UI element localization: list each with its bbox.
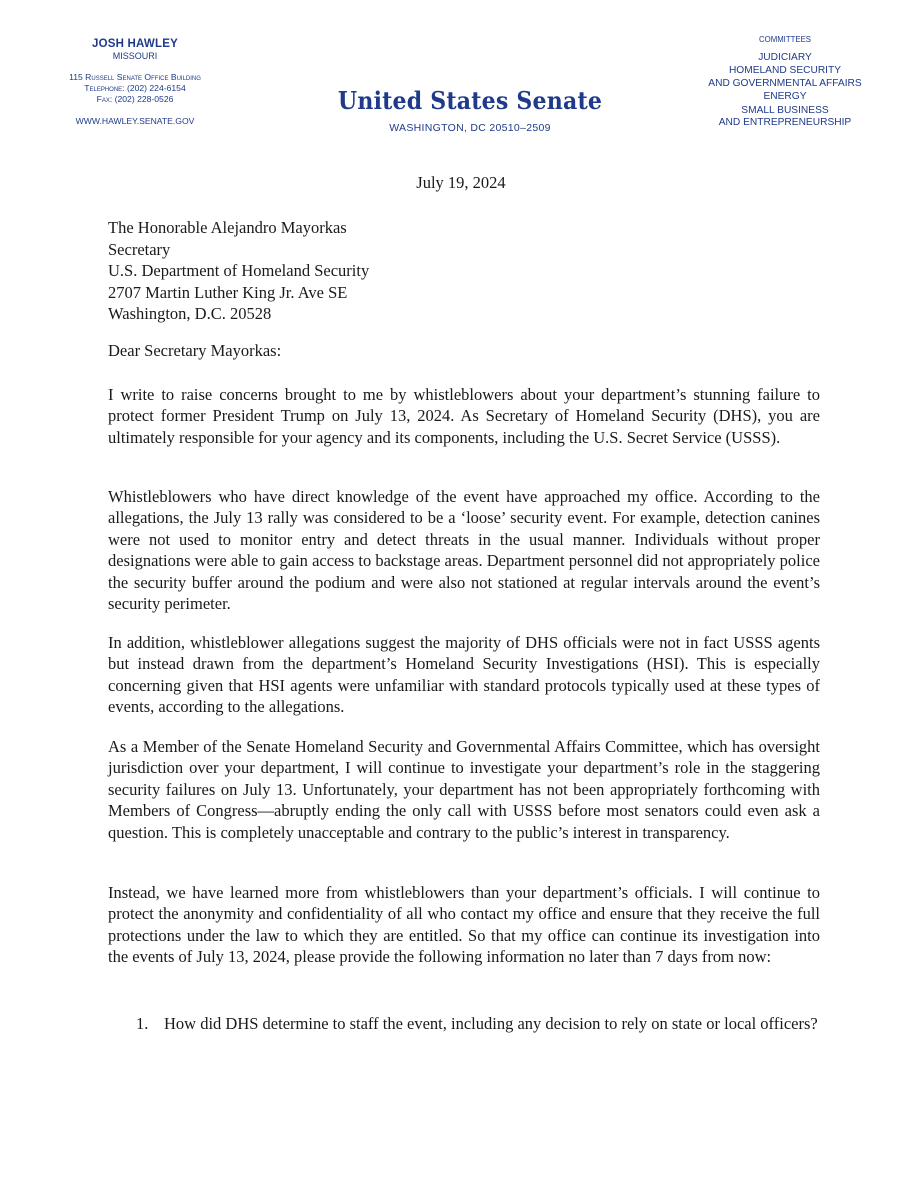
committee-item: HOMELAND SECURITY [728,65,842,76]
request-list [136,1013,820,1034]
body-paragraph: I write to raise concerns brought to me by whistleblowers about your department’s stunning failure to protect former President Trump on July 13, 2024. As Secretary of Homeland Security (DHS), you are ultimately responsible for your agency and its components, including the U.S. Secret Service (USSS). [108,385,820,447]
committee-item: SMALL BUSINESS [741,104,829,116]
list-item-text: How did DHS determine to staff the event, including any decision to rely on state or local officers? [164,1014,818,1033]
body-paragraph: As a Member of the Senate Homeland Security and Governmental Affairs Committee, which has oversight jurisdiction over your department, I will continue to investigate your department’s role in the staggering security failures on July 13. Unfortunately, your department has not been appropriately forthcoming with Members of Congress—abruptly ending the only call with USSS before most senators could even ask a question. This is completely unacceptable and contrary to the public’s interest in transparency. [108,737,820,842]
office-contact [40,72,230,105]
office-telephone: Telephone: (202) 224-6154 [84,83,186,93]
recipient-address [108,217,369,325]
salutation: Dear Secretary Mayorkas: [108,341,282,360]
senator-website: WWW.HAWLEY.SENATE.GOV [75,116,195,126]
recipient-line: 2707 Martin Luther King Jr. Ave SE [108,282,348,302]
body-paragraph: Instead, we have learned more from whistleblowers than your department’s officials. I will continue to protect the anonymity and confidentiality of all who contact my office and ensure that they receive the full protections under the law to which they are entitled. So that my office can continue its investigation into the events of July 13, 2024, please provide the following information no later than 7 days from now: [108,883,820,967]
committees-heading: COMMITTEES [759,35,811,44]
senator-name: JOSH HAWLEY [92,38,178,50]
list-item [136,1013,820,1034]
senate-title: United States Senate [337,86,603,115]
recipient-line: U.S. Department of Homeland Security [108,261,370,280]
senator-info-block [40,38,230,126]
office-address: 115 Russell Senate Office Building [69,72,201,82]
body-paragraph: In addition, whistleblower allegations suggest the majority of DHS officials were not in fact USSS agents but instead drawn from the department’s Homeland Security Investigations (HSI). This is especially concerning given that HSI agents were unfamiliar with standard protocols typically used at these types of events, according to the allegations. [108,633,820,717]
committee-item: JUDICIARY [758,51,812,63]
body-paragraph: Whistleblowers who have direct knowledge of the event have approached my office. According to the allegations, the July 13 rally was considered to be a ‘loose’ security event. For example, detection canines were not used to monitor entry and detect threats in the usual manner. Individuals without proper designations were able to gain access to backstage areas. Department personnel did not appropriately police the security buffer around the podium and were also not stationed at regular intervals around the event’s security perimeter. [108,487,820,614]
committee-item: AND GOVERNMENTAL AFFAIRS [708,77,862,89]
letter-date: July 19, 2024 [416,173,506,192]
senate-city: WASHINGTON, DC 20510–2509 [389,122,551,134]
committees-block [690,34,880,130]
senate-masthead [320,86,620,134]
recipient-line: Washington, D.C. 20528 [108,304,272,323]
office-fax: Fax: (202) 228-0526 [96,94,174,104]
recipient-line: The Honorable Alejandro Mayorkas [108,218,347,237]
committee-item: AND ENTREPRENEURSHIP [718,117,852,128]
senator-state: MISSOURI [112,51,158,61]
recipient-line: Secretary [108,239,171,259]
list-item-number: 1. [136,1014,149,1033]
committee-item: ENERGY [763,91,807,102]
